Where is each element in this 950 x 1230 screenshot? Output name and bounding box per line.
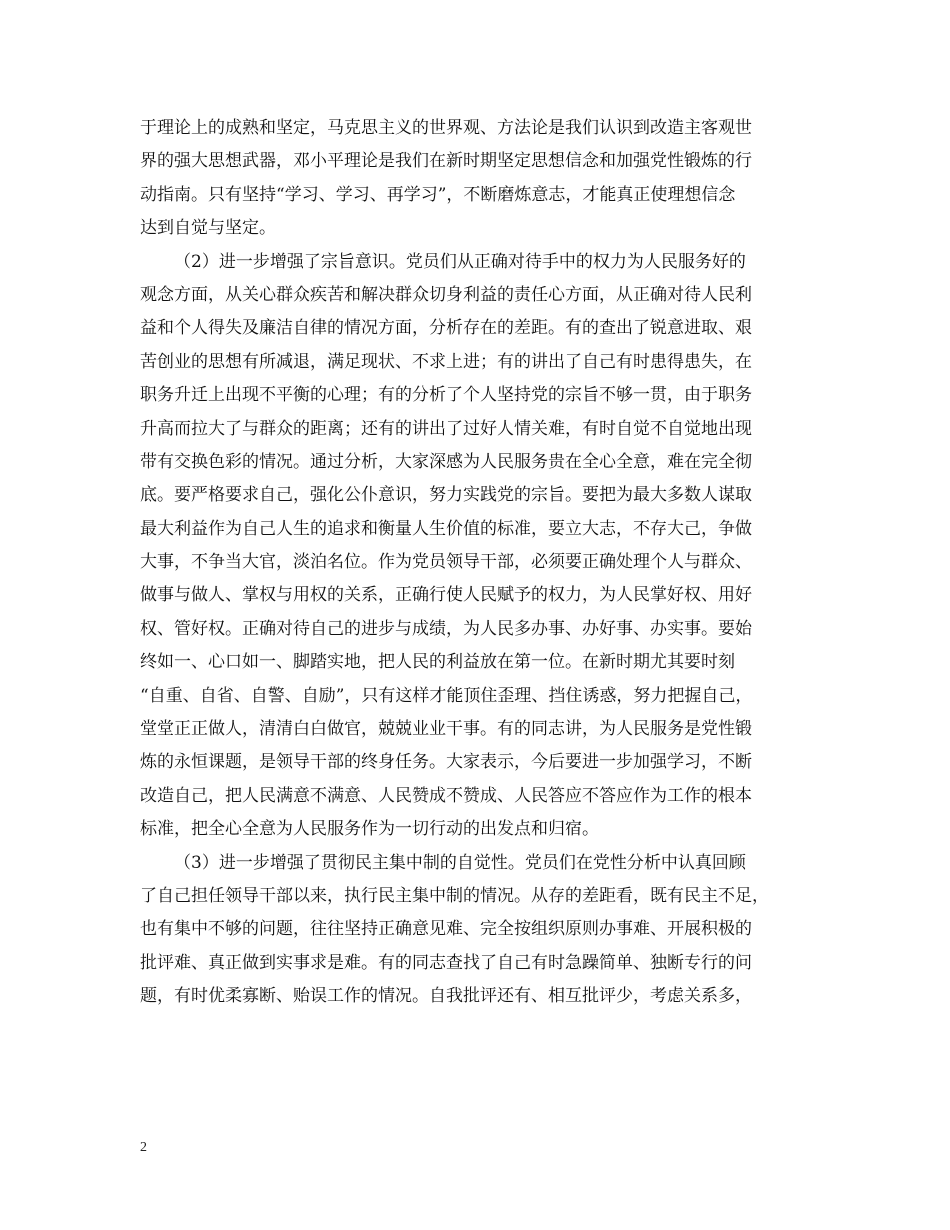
text-line: （2）进一步增强了宗旨意识。党员们从正确对待手中的权力为人民服务好的: [174, 251, 746, 272]
text-line: 改造自己，把人民满意不满意、人民赞成不赞成、人民答应不答应作为工作的根本: [140, 785, 752, 806]
page-number: 2: [140, 1140, 147, 1155]
text-line: 职务升迁上出现不平衡的心理；有的分析了个人坚持党的宗旨不够一贯，由于职务: [140, 385, 752, 406]
text-line: 了自己担任领导干部以来，执行民主集中制的情况。从存的差距看，既有民主不足，: [140, 885, 769, 906]
text-line: 动指南。只有坚持“学习、学习、再学习”，不断磨炼意志，才能真正使理想信念: [140, 184, 736, 205]
body-text: [140, 112, 814, 1014]
text-line: 最大利益作为自己人生的追求和衡量人生价值的标准，要立大志，不存大己，争做: [140, 518, 752, 539]
paragraph-1: [140, 112, 814, 246]
text-line: 底。要严格要求自己，强化公仆意识，努力实践党的宗旨。要把为最大多数人谋取: [140, 485, 752, 506]
text-line: 升高而拉大了与群众的距离；还有的讲出了过好人情关难，有时自觉不自觉地出现: [140, 418, 752, 439]
paragraph-3: [140, 847, 814, 1014]
text-line: 题，有时优柔寡断、贻误工作的情况。自我批评还有、相互批评少，考虑关系多，: [140, 986, 752, 1007]
text-line: 标准，把全心全意为人民服务作为一切行动的出发点和归宿。: [140, 819, 599, 840]
text-line: 苦创业的思想有所减退，满足现状、不求上进；有的讲出了自己有时患得患失，在: [140, 351, 752, 372]
text-line: 界的强大思想武器，邓小平理论是我们在新时期坚定思想信念和加强党性锻炼的行: [140, 151, 752, 172]
text-line: 权、管好权。正确对待自己的进步与成绩，为人民多办事、办好事、办实事。要始: [140, 618, 752, 639]
paragraph-2: [140, 246, 814, 847]
text-line: 批评难、真正做到实事求是难。有的同志查找了自己有时急躁简单、独断专行的问: [140, 952, 752, 973]
text-line: 于理论上的成熟和坚定，马克思主义的世界观、方法论是我们认识到改造主客观世: [140, 118, 752, 138]
text-line: 也有集中不够的问题，往往坚持正确意见难、完全按组织原则办事难、开展积极的: [140, 919, 752, 940]
text-line: 炼的永恒课题，是领导干部的终身任务。大家表示，今后要进一步加强学习，不断: [140, 752, 752, 773]
text-line: 益和个人得失及廉洁自律的情况方面，分析存在的差距。有的查出了锐意进取、艰: [140, 318, 752, 339]
text-line: 达到自觉与坚定。: [140, 218, 276, 239]
text-line: 做事与做人、掌权与用权的关系，正确行使人民赋予的权力，为人民掌好权、用好: [140, 585, 752, 606]
text-line: 终如一、心口如一、脚踏实地，把人民的利益放在第一位。在新时期尤其要时刻: [140, 652, 735, 673]
text-line: 堂堂正正做人，清清白白做官，兢兢业业干事。有的同志讲，为人民服务是党性锻: [140, 719, 752, 740]
text-line: 观念方面，从关心群众疾苦和解决群众切身利益的责任心方面，从正确对待人民利: [140, 284, 752, 305]
text-line: 带有交换色彩的情况。通过分析，大家深感为人民服务贵在全心全意，难在完全彻: [140, 451, 752, 472]
text-line: “自重、自省、自警、自励”，只有这样才能顶住歪理、挡住诱惑，努力把握自己，: [140, 685, 753, 706]
text-line: 大事，不争当大官，淡泊名位。作为党员领导干部，必须要正确处理个人与群众、: [140, 552, 752, 573]
text-line: （3）进一步增强了贯彻民主集中制的自觉性。党员们在党性分析中认真回顾: [174, 852, 746, 873]
